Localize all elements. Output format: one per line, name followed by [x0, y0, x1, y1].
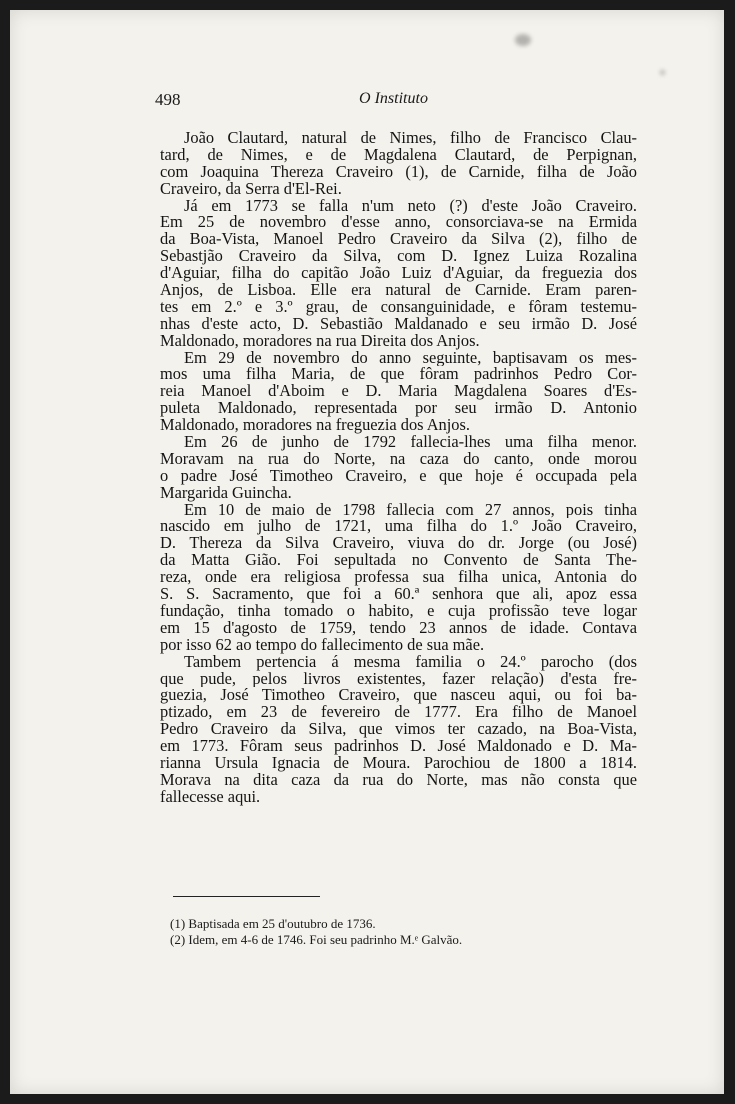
text-line: Tambem pertencia á mesma familia o 24.º parocho (dos	[184, 653, 637, 671]
text-line: Maldonado, moradores na freguezia dos Anjos.	[160, 417, 470, 435]
text-line: Maldonado, moradores na rua Direita dos Anjos.	[160, 332, 480, 350]
text-line: guezia, José Timotheo Craveiro, que nasceu aqui, ou foi ba-	[160, 687, 637, 705]
text-line: da Matta Gião. Foi sepultada no Convento de Santa The-	[160, 552, 637, 570]
ink-speck	[660, 70, 665, 75]
text-line: D. Thereza da Silva Craveiro, viuva do dr. Jorge (ou José)	[160, 535, 637, 553]
footnotes	[170, 916, 630, 948]
text-line: reia Manoel d'Aboim e D. Maria Magdalena Soares d'Es-	[160, 383, 637, 401]
text-line: com Joaquina Thereza Craveiro (1), de Carnide, filha de João	[160, 163, 637, 181]
text-line: em 15 d'agosto de 1759, tendo 23 annos de idade. Contava	[160, 619, 637, 637]
footnote-2: (2) Idem, em 4-6 de 1746. Foi seu padrinho M.ᵉ Galvão.	[170, 932, 463, 947]
scanned-page	[10, 10, 724, 1094]
body-text	[160, 130, 637, 806]
text-line: Moravam na rua do Norte, na caza do canto, onde morou	[160, 450, 637, 468]
ink-smudge	[515, 34, 531, 46]
text-line: da Boa-Vista, Manoel Pedro Craveiro da Silva (2), filho de	[160, 231, 637, 249]
text-line: o padre José Timotheo Craveiro, e que hoje é occupada pela	[160, 467, 637, 485]
footnote-1: (1) Baptisada em 25 d'outubro de 1736.	[170, 916, 376, 931]
text-line: que pude, pelos livros existentes, fazer relação) d'esta fre-	[160, 670, 637, 688]
text-line: Em 10 de maio de 1798 fallecia com 27 annos, pois tinha	[184, 501, 637, 519]
text-line: d'Aguiar, filha do capitão João Luiz d'Aguiar, da freguezia dos	[160, 265, 637, 283]
text-line: fundação, tinha tomado o habito, e cuja profissão teve logar	[160, 602, 637, 620]
text-line: reza, onde era religiosa professa sua filha unica, Antonia do	[160, 569, 637, 587]
running-header	[155, 90, 632, 116]
text-line: Margarida Guincha.	[160, 484, 292, 502]
text-line: Anjos, de Lisboa. Elle era natural de Carnide. Eram paren-	[160, 282, 637, 299]
text-line: Morava na dita caza da rua do Norte, mas não consta que	[160, 771, 637, 789]
text-line: Em 26 de junho de 1792 fallecia-lhes uma filha menor.	[184, 434, 637, 451]
text-line: tes em 2.º e 3.º grau, de consanguinidade, e fôram testemu-	[160, 298, 637, 316]
text-line: ptizado, em 23 de fevereiro de 1777. Era filho de Manoel	[160, 704, 637, 722]
page-number: 498	[155, 90, 181, 109]
text-line: tard, de Nimes, e de Magdalena Clautard, de Perpignan,	[160, 146, 637, 164]
text-line: por isso 62 ao tempo do fallecimento de sua mãe.	[160, 636, 485, 654]
text-line: puleta Maldonado, representada por seu irmão D. Antonio	[160, 400, 637, 418]
text-line: Sebastjão Craveiro da Silva, com D. Ignez Luiza Rozalina	[160, 248, 637, 266]
footnote-divider	[173, 896, 320, 897]
text-line: fallecesse aqui.	[160, 788, 261, 806]
text-line: Já em 1773 se falla n'um neto (?) d'este João Craveiro.	[184, 197, 637, 215]
text-line: nascido em julho de 1721, uma filha do 1.º João Craveiro,	[160, 518, 637, 536]
running-title: O Instituto	[359, 90, 428, 107]
text-line: João Clautard, natural de Nimes, filho de Francisco Clau-	[184, 130, 637, 147]
text-line: S. S. Sacramento, que foi a 60.ª senhora que ali, apoz essa	[160, 586, 637, 603]
text-line: Em 25 de novembro d'esse anno, consorciava-se na Ermida	[160, 214, 637, 232]
text-line: Em 29 de novembro do anno seguinte, baptisavam os mes-	[184, 349, 637, 367]
text-line: Pedro Craveiro da Silva, que vimos ter cazado, na Boa-Vista,	[160, 721, 637, 739]
text-line: Craveiro, da Serra d'El-Rei.	[160, 180, 342, 198]
text-line: mos uma filha Maria, de que fôram padrinhos Pedro Cor-	[160, 366, 637, 384]
text-line: nhas d'este acto, D. Sebastião Maldanado e seu irmão D. José	[160, 315, 637, 333]
text-line: em 1773. Fôram seus padrinhos D. José Maldonado e D. Ma-	[160, 738, 637, 755]
text-line: rianna Ursula Ignacia de Moura. Parochiou de 1800 a 1814.	[160, 754, 637, 772]
